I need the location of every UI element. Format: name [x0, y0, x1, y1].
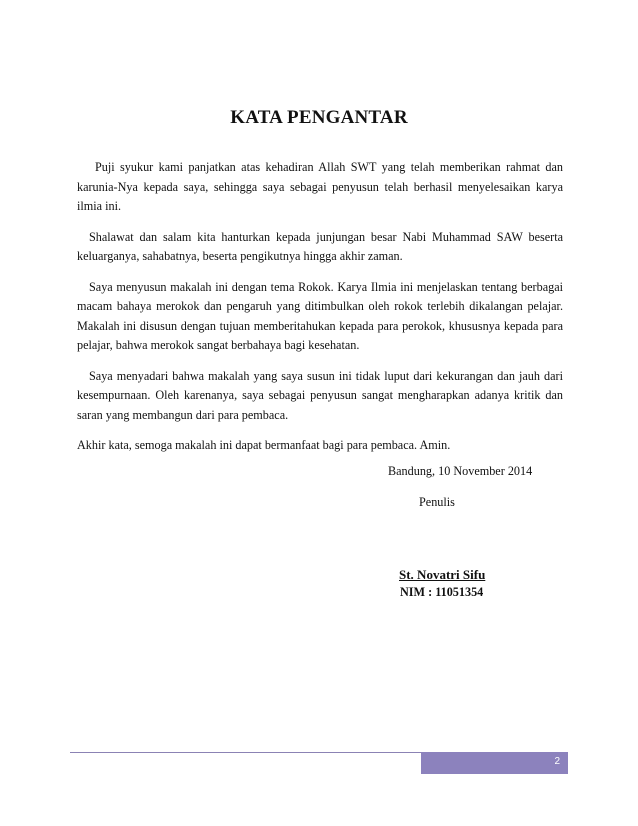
paragraph-opening: Puji syukur kami panjatkan atas kehadiran Allah SWT yang telah memberikan rahmat dan karunia-Nya kepada saya, sehingga saya sebagai penyusun telah berhasil menyelesaikan karya ilmia ini.	[77, 160, 563, 213]
page-number: 2	[554, 756, 560, 767]
signature-place-date: Bandung, 10 November 2014	[388, 464, 533, 478]
paragraph-topic: Saya menyusun makalah ini dengan tema Rokok. Karya Ilmia ini menjelaskan tentang berbagai macam bahaya merokok dan pengaruh yang ditimbulkan oleh rokok terlebih dikalangan pelajar. Makalah ini disusun dengan tujuan memberitahukan kepada para perokok, khususnya kepada para pelajar, bahwa merokok sangat berbahaya bagi kesehatan.	[77, 279, 563, 352]
signature-nim: NIM : 11051354	[400, 585, 484, 599]
footer-divider	[70, 752, 421, 753]
paragraph-shalawat: Shalawat dan salam kita hanturkan kepada junjungan besar Nabi Muhammad SAW beserta keluarganya, sahabatnya, beserta pengikutnya hingga akhir zaman.	[77, 229, 563, 263]
page-title: KATA PENGANTAR	[230, 107, 408, 128]
document-body	[77, 158, 563, 467]
signature-role: Penulis	[419, 495, 455, 509]
paragraph-apology: Saya menyadari bahwa makalah yang saya susun ini tidak luput dari kekurangan dan jauh dari kesempurnaan. Oleh karenanya, saya sebagai penyusun sangat mengharapkan adanya kritik dan saran yang membangun dari para pembaca.	[77, 368, 563, 422]
paragraph-closing: Akhir kata, semoga makalah ini dapat bermanfaat bagi para pembaca. Amin.	[77, 438, 451, 452]
footer-page-box	[421, 752, 568, 774]
signature-name: St. Novatri Sifu	[399, 567, 486, 582]
